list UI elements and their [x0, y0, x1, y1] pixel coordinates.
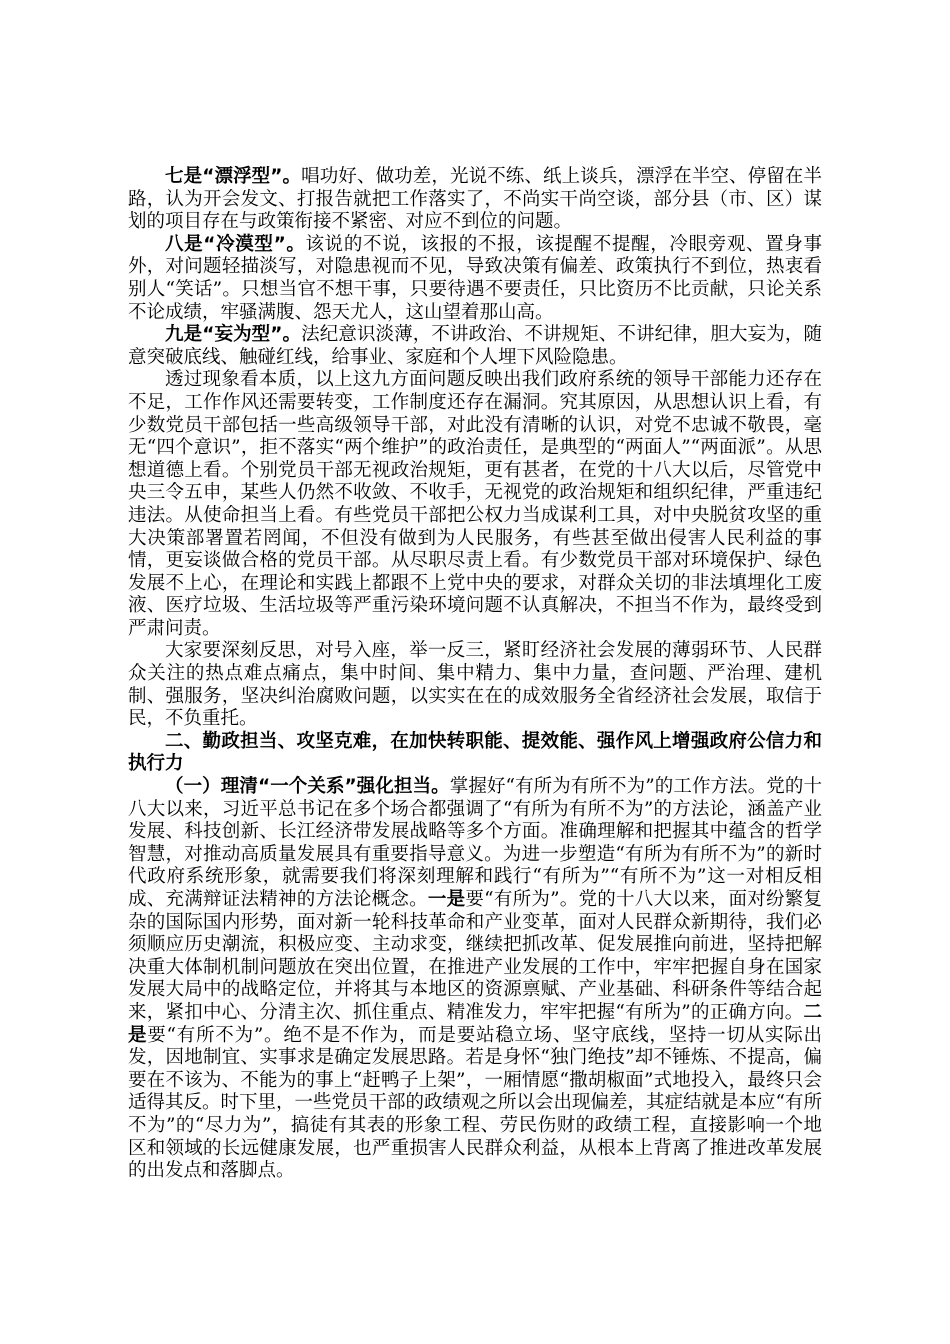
paragraph-seventh-type: [128, 166, 822, 234]
paragraph-analysis: 透过现象看本质，以上这九方面问题反映出我们政府系统的领导干部能力还存在不足，工作作风还需要转变，工作制度还存在漏洞。究其原因，从思想认识上看，有少数党员干部包括一些高级领导干部，对此没有清晰的认识，对党不忠诚不敬畏，毫无“四个意识”，拒不落实“两个维护”的政治责任，是典型的“两面人”“两面派”。从思想道德上看。个别党员干部无视政治规矩，更有甚者，在党的十八大以后，尽管党中央三令五申，某些人仍然不收敛、不收手，无视党的政治规矩和组织纪律，严重违纪违法。从使命担当上看。有些党员干部把公权力当成谋利工具，对中央脱贫攻坚的重大决策部署置若罔闻，不但没有做到为人民服务，有些甚至做出侵害人民利益的事情，更妄谈做合格的党员干部。从尽职尽责上看。有少数党员干部对环境保护、绿色发展不上心，在理论和实践上都跟不上党中央的要求，对群众关切的非法填埋化工废液、医疗垃圾、生活垃圾等严重污染环境问题不认真解决，不担当不作为，最终受到严肃问责。: [128, 369, 822, 639]
paragraph-eighth-type: [128, 234, 822, 324]
paragraph-text: 掌握好“有所为有所不为”的工作方法。党的十八大以来，习近平总书记在多个场合都强调了“有所为有所不为”的方法论，涵盖产业发展、科技创新、长江经济带发展战略等多个方面。准确理解和把握其中蕴含的哲学智慧，对推动高质量发展具有重要指导意义。为进一步塑造“有所为有所不为”的新时代政府系统形象，就需要我们将深刻理解和践行“有所为”“有所不为”这一对相反相成、充满辩证法精神的方法论概念。: [128, 776, 822, 910]
point-one-lead: 一是: [427, 889, 466, 910]
paragraph-text: 该说的不说，该报的不报，该提醒不提醒，冷眼旁观、置身事外，对问题轻描淡写，对隐患视而不见，导致决策有偏差、政策执行不到位，热衷看别人“笑话”。只想当官不想干事，只要待遇不要责任，只比资历不比贡献，只论关系不论成绩，牢骚满腹、怨天尤人，这山望着那山高。: [128, 233, 822, 323]
paragraph-subsection-one: [128, 776, 822, 1183]
paragraph-text: 要“有所为”。党的十八大以来，面对纷繁复杂的国际国内形势，面对新一轮科技革命和产业变革，面对人民群众新期待，我们必须顺应历史潮流，积极应变、主动求变，继续把抓改革、促发展推向前进，坚持把解决重大体制机制问题放在突出位置，在推进产业发展的工作中，牢牢把握自身在国家发展大局中的战略定位，并将其与本地区的资源禀赋、产业基础、科研条件等结合起来，紧扣中心、分清主次、抓住重点、精准发力，牢牢把握“有所为”的正确方向。: [128, 889, 822, 1023]
paragraph-reflection: 大家要深刻反思，对号入座，举一反三，紧盯经济社会发展的薄弱环节、人民群众关注的热点难点痛点，集中时间、集中精力、集中力量，查问题、严治理、建机制、强服务，坚决纠治腐败问题，以实实在在的成效服务全省经济社会发展，取信于民，不负重托。: [128, 640, 822, 730]
paragraph-lead: 九是“妄为型”。: [165, 324, 302, 346]
paragraph-text: 唱功好、做功差，光说不练、纸上谈兵，漂浮在半空、停留在半路，认为开会发文、打报告就把工作落实了，不尚实干尚空谈，部分县（市、区）谋划的项目存在与政策衔接不紧密、对应不到位的问题。: [128, 166, 822, 233]
paragraph-text: 法纪意识淡薄，不讲政治、不讲规矩、不讲纪律，胆大妄为，随意突破底线、触碰红线，给事业、家庭和个人埋下风险隐患。: [128, 324, 822, 368]
paragraph-lead: 八是“冷漠型”。: [165, 233, 306, 255]
document-body: [128, 166, 822, 1183]
subsection-lead: （一）理清“一个关系”强化担当。: [165, 776, 450, 798]
paragraph-ninth-type: [128, 324, 822, 369]
point-two-lead: 二是: [128, 1001, 822, 1046]
section-heading: 二、勤政担当、攻坚克难，在加快转职能、提效能、强作风上增强政府公信力和执行力: [128, 730, 822, 775]
paragraph-text: 要“有所不为”。绝不是不作为，而是要站稳立场、坚守底线，坚持一切从实际出发，因地制宜、实事求是确定发展思路。若是身怀“独门绝技”却不锤炼、不提高，偏要在不该为、不能为的事上“赶鸭子上架”，一厢情愿“撒胡椒面”式地投入，最终只会适得其反。时下里，一些党员干部的政绩观之所以会出现偏差，其症结就是本应“有所不为”的“尽力为”，搞徒有其表的形象工程、劳民伤财的政绩工程，直接影响一个地区和领域的长远健康发展，也严重损害人民群众利益，从根本上背离了推进改革发展的出发点和落脚点。: [128, 1024, 822, 1182]
paragraph-lead: 七是“漂浮型”。: [165, 166, 302, 187]
